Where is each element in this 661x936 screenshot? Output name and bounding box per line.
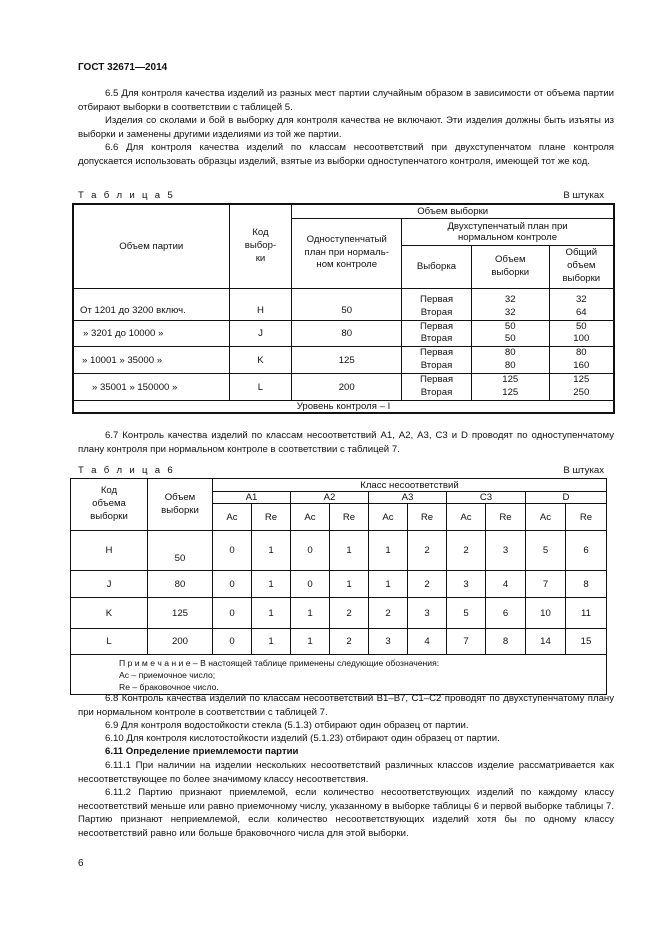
- section-6-11-title: 6.11 Определение приемлемости партии: [105, 746, 299, 757]
- table-6-cell-value: 1: [369, 571, 408, 598]
- table-6-cell-value: 14: [526, 629, 566, 655]
- table-6-cell-value: 3: [486, 531, 526, 571]
- table-5-row-totals: 50 100: [549, 320, 614, 347]
- table-6-class-a3: A3: [369, 492, 447, 504]
- table-5-row-code: K: [229, 347, 292, 374]
- table-6-header-class: Класс несоответствий: [213, 479, 607, 492]
- table-6-header-code: Код объема выборки: [71, 479, 148, 531]
- table-6-class-a2: A2: [291, 492, 369, 504]
- table-6-class-c3: C3: [447, 492, 526, 504]
- table-5-row-samples: Первая Вторая: [402, 320, 472, 347]
- table-6-cell-volume: 125: [148, 598, 213, 629]
- table-5-row-single: 50: [292, 288, 402, 320]
- table-6-title: Т а б л и ц а 6: [78, 465, 175, 476]
- table-5-footer: Уровень контроля – I: [73, 400, 614, 413]
- table-6-header-ac: Ac: [213, 504, 252, 531]
- table-6-cell-value: 0: [213, 571, 252, 598]
- table-6-cell-value: 6: [566, 531, 607, 571]
- table-5-header-volume: Объем выборки: [292, 204, 614, 218]
- table-5-row-vols: 50 50: [471, 320, 549, 347]
- table-6-cell-value: 0: [213, 629, 252, 655]
- table-5-header-double: Двухступенчатый план при нормальном контроле: [402, 218, 614, 245]
- table-6-cell-value: 1: [252, 629, 291, 655]
- table-6-header-re: Re: [566, 504, 607, 531]
- table-6-class-d: D: [526, 492, 607, 504]
- table-5-row-totals: 125 250: [549, 374, 614, 401]
- table-6-cell-value: 7: [526, 571, 566, 598]
- table-6-cell-value: 5: [526, 531, 566, 571]
- table-6-cell-value: 4: [408, 629, 447, 655]
- paragraph-6-8: 6.8 Контроль качества изделий по классам несоответствий B1–B7, C1–C2 проводят по двухступенчатому плану при нормальном контроле в соответствии с таблицей 7.: [78, 693, 614, 718]
- table-6-header-re: Re: [408, 504, 447, 531]
- table-5-title: Т а б л и ц а 5: [78, 190, 175, 201]
- paragraph-6-9: 6.9 Для контроля водостойкости стекла (5.1.3) отбирают один образец от партии.: [105, 720, 469, 731]
- table-6-header-ac: Ac: [447, 504, 486, 531]
- table-6-cell-value: 2: [330, 629, 369, 655]
- table-6-cell-value: 3: [408, 598, 447, 629]
- table-5-row-lot: » 3201 до 10000 »: [73, 320, 229, 347]
- table-5-row-code: L: [229, 374, 292, 401]
- table-6-header-re: Re: [330, 504, 369, 531]
- table-6-row: [71, 571, 607, 598]
- table-6-cell-value: 1: [291, 598, 330, 629]
- table-6-cell-value: 1: [252, 571, 291, 598]
- table-5-row-lot: » 35001 » 150000 »: [73, 374, 229, 401]
- table-6-header-re: Re: [486, 504, 526, 531]
- table-5-unit: В штуках: [563, 190, 604, 201]
- table-6-cell-value: 7: [447, 629, 486, 655]
- table-5-header-single: Одноступенчатый план при нормаль- ном контроле: [292, 218, 402, 288]
- table-6-cell-value: 3: [447, 571, 486, 598]
- table-6-cell-code: J: [71, 571, 148, 598]
- table-6-cell-volume: 50: [148, 531, 213, 571]
- paragraph-6-6: 6.6 Для контроля качества изделий по классам несоответствий при двухступенчатом плане контроля допускается использовать образцы изделий, взятые из выборки одноступенчатого контроля, имеющей тот же код.: [78, 142, 614, 167]
- table-6-cell-value: 3: [369, 629, 408, 655]
- table-5-header-total: Общий объем выборки: [549, 245, 614, 288]
- table-5-header-vol: Объем выборки: [471, 245, 549, 288]
- table-6-cell-value: 4: [486, 571, 526, 598]
- table-6-cell-value: 2: [408, 571, 447, 598]
- table-6-cell-value: 1: [369, 531, 408, 571]
- paragraph-6-10: 6.10 Для контроля кислотостойкости изделий (5.1.23) отбирают один образец от партии.: [105, 733, 500, 744]
- table-5-header-sample: Выборка: [402, 245, 472, 288]
- table-5-row-code: H: [229, 288, 292, 320]
- table-5-row-samples: Первая Вторая: [402, 374, 472, 401]
- table-6-row: [71, 629, 607, 655]
- table-6-note: П р и м е ч а н и е – В настоящей таблице применены следующие обозначения: Ас – приемочное число; Re – браковочное число.: [71, 655, 607, 695]
- table-6-cell-value: 11: [566, 598, 607, 629]
- table-6-cell-value: 2: [447, 531, 486, 571]
- table-5-header-code: Код выбор- ки: [229, 204, 292, 288]
- table-6-cell-value: 15: [566, 629, 607, 655]
- paragraph-6-5: 6.5 Для контроля качества изделий из разных мест партии случайным образом в зависимости от объема партии отбирают выборки в соответствии с таблицей 5.: [78, 88, 614, 113]
- table-5-row-single: 200: [292, 374, 402, 401]
- paragraph-6-11-1: 6.11.1 При наличии на изделии нескольких несоответствий различных классов изделие рассматривается как несоответствующее по более значимому классу несоответствия.: [78, 760, 614, 785]
- table-5-row-totals: 80 160: [549, 347, 614, 374]
- table-6-cell-value: 0: [291, 531, 330, 571]
- table-5-row-vols: 125 125: [471, 374, 549, 401]
- table-6-cell-value: 8: [566, 571, 607, 598]
- table-6-cell-value: 1: [252, 531, 291, 571]
- table-5-row-single: 80: [292, 320, 402, 347]
- table-5-row-samples: Первая Вторая: [402, 347, 472, 374]
- table-6-header-volume: Объем выборки: [148, 479, 213, 531]
- table-5-row-vols: 80 80: [471, 347, 549, 374]
- table-6-cell-value: 1: [330, 571, 369, 598]
- table-6-cell-value: 8: [486, 629, 526, 655]
- table-6-unit: В штуках: [563, 465, 604, 476]
- table-6-cell-value: 0: [213, 598, 252, 629]
- table-5-row-single: 125: [292, 347, 402, 374]
- table-6-cell-value: 0: [213, 531, 252, 571]
- table-6-cell-value: 2: [369, 598, 408, 629]
- table-6-header-re: Re: [252, 504, 291, 531]
- table-6: [70, 478, 607, 695]
- table-6-cell-value: 2: [408, 531, 447, 571]
- table-6-cell-volume: 80: [148, 571, 213, 598]
- table-5-row-samples: Первая Вторая: [402, 288, 472, 320]
- table-6-cell-value: 5: [447, 598, 486, 629]
- table-6-row: [71, 531, 607, 571]
- table-6-cell-volume: 200: [148, 629, 213, 655]
- table-5-row-lot: » 10001 » 35000 »: [73, 347, 229, 374]
- paragraph-6-5-continued: Изделия со сколами и бой в выборку для контроля качества не включают. Эти изделия должны быть изъяты из выборки и заменены другими изделиями из той же партии.: [78, 115, 614, 140]
- table-6-row: [71, 598, 607, 629]
- table-6-header-ac: Ac: [526, 504, 566, 531]
- paragraph-6-11-2: 6.11.2 Партию признают приемлемой, если количество несоответствующих изделий по каждому классу несоответствий меньше или равно приемочному числу, указанному в выборке таблицы 6 и первой выборке таблицы 7. Партию признают неприемлемой, если количество несоответствующих изделий хотя бы по одному классу несоответствий равно или больше браковочного числа для этой выборки.: [78, 787, 614, 839]
- table-5-row-totals: 32 64: [549, 288, 614, 320]
- table-6-cell-code: L: [71, 629, 148, 655]
- table-6-cell-value: 1: [252, 598, 291, 629]
- table-6-cell-value: 1: [291, 629, 330, 655]
- table-6-cell-value: 1: [330, 531, 369, 571]
- table-5-header-lot: Объем партии: [73, 204, 229, 288]
- document-header: ГОСТ 32671—2014: [78, 62, 168, 73]
- table-5-row-code: J: [229, 320, 292, 347]
- page-number: 6: [78, 858, 84, 869]
- table-6-cell-value: 6: [486, 598, 526, 629]
- table-6-header-ac: Ac: [369, 504, 408, 531]
- paragraph-6-7: 6.7 Контроль качества изделий по классам несоответствий А1, А2, А3, С3 и D проводят по одноступенчатому плану контроля при нормальном контроле в соответствии с таблицей 7.: [78, 430, 614, 455]
- table-6-cell-value: 0: [291, 571, 330, 598]
- table-6-header-ac: Ac: [291, 504, 330, 531]
- table-5-row-lot: От 1201 до 3200 включ.: [73, 288, 229, 320]
- table-6-cell-code: K: [71, 598, 148, 629]
- table-6-cell-value: 2: [330, 598, 369, 629]
- table-6-cell-value: 10: [526, 598, 566, 629]
- table-5: [72, 203, 615, 414]
- table-5-row-vols: 32 32: [471, 288, 549, 320]
- table-6-cell-code: H: [71, 531, 148, 571]
- table-6-class-a1: A1: [213, 492, 291, 504]
